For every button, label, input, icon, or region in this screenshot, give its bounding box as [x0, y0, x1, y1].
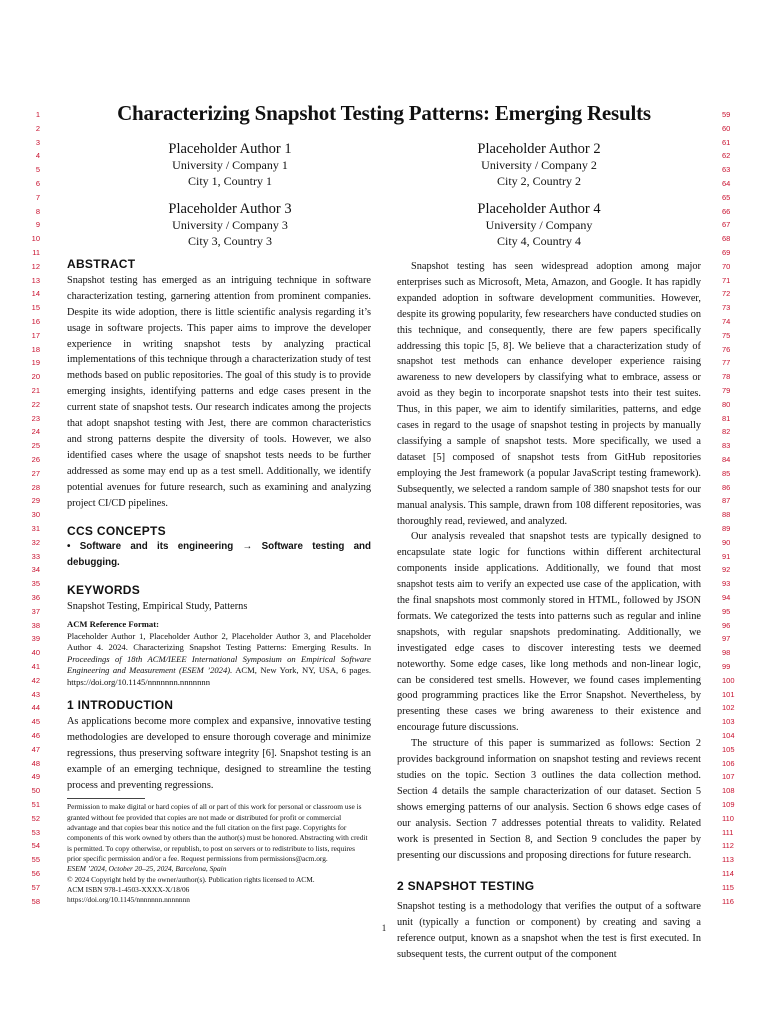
line-number: 10 — [31, 234, 40, 244]
author-location: City 1, Country 1 — [187, 174, 272, 188]
line-number: 103 — [722, 717, 735, 727]
author-location: City 4, Country 4 — [496, 234, 581, 248]
line-number: 17 — [31, 330, 40, 340]
line-number: 27 — [31, 468, 40, 478]
line-number: 48 — [31, 758, 40, 768]
line-number: 92 — [722, 565, 731, 575]
line-number: 4 — [35, 151, 40, 161]
conference-info: ESEM ’2024, October 20–25, 2024, Barcelona, Spain — [67, 864, 227, 874]
line-number: 79 — [722, 386, 731, 395]
intro-paragraph-4: The structure of this paper is summarized as follows: Section 2 provides background information on snapshot testing and reviews recent studies on the topic. Section 3 outlines the data collection method. Section 4 details the sample characterization of our dataset. Section 5 shows emerging patterns of our analysis. Section 6 shows edge cases of our analysis. Section 7 addresses potential threats to validity. Related work is presented in Section 8, and Section 9 concludes the paper by presenting our discussions and proposing directions for future research. — [397, 738, 701, 861]
reference-venue: Proceedings of 18th ACM/IEEE International Symposium on Empirical Software Engineering and Measurement (ESEM ’2024). — [67, 653, 371, 676]
line-number: 20 — [31, 372, 40, 382]
line-number: 99 — [722, 662, 731, 671]
intro-heading: 1 INTRODUCTION — [67, 698, 174, 713]
line-number: 5 — [35, 165, 40, 175]
line-number: 111 — [722, 827, 734, 837]
line-number: 70 — [722, 261, 731, 271]
line-number: 55 — [31, 855, 40, 865]
author-affiliation: University / Company 1 — [172, 158, 288, 172]
line-number: 96 — [722, 620, 731, 630]
line-number: 63 — [722, 165, 731, 175]
author-block-4 — [399, 201, 679, 249]
line-number: 75 — [722, 330, 731, 340]
left-column — [67, 257, 371, 905]
line-number: 36 — [31, 593, 40, 602]
author-affiliation: University / Company 2 — [481, 158, 597, 172]
copyright-notice: © 2024 Copyright held by the owner/author(s). Publication rights licensed to ACM. — [67, 874, 315, 884]
line-number: 45 — [31, 717, 40, 727]
line-number: 58 — [31, 896, 40, 906]
line-number: 29 — [31, 496, 40, 506]
author-block-3 — [90, 201, 370, 249]
right-column — [397, 259, 701, 963]
line-number: 102 — [722, 703, 735, 713]
line-number: 81 — [722, 413, 731, 423]
author-block-1 — [90, 141, 370, 189]
author-name: Placeholder Author 1 — [168, 141, 292, 157]
line-number: 23 — [31, 413, 40, 423]
intro-paragraph-1: As applications become more complex and expansive, innovative testing methodologies are developed to ensure thorough coverage and minimize regressions, thus preserving software integrity [6]. Snapshot testing is an example of an emerging technique, designed to streamline the testing process and preventing regressions. — [67, 715, 371, 791]
line-number: 53 — [31, 827, 40, 837]
line-number: 21 — [31, 386, 40, 395]
line-number: 41 — [31, 662, 40, 671]
ccs-heading: CCS CONCEPTS — [67, 523, 166, 538]
line-number: 105 — [722, 744, 735, 754]
footnote — [67, 802, 371, 905]
line-number: 37 — [31, 606, 40, 616]
line-number: 93 — [722, 579, 731, 589]
line-number: 9 — [35, 220, 40, 230]
line-number: 7 — [35, 192, 40, 202]
author-name: Placeholder Author 4 — [477, 201, 601, 217]
author-affiliation: University / Company 3 — [172, 218, 288, 232]
line-number: 83 — [722, 441, 731, 451]
keywords-heading: KEYWORDS — [67, 583, 141, 598]
line-number: 78 — [722, 372, 731, 382]
line-number: 25 — [31, 441, 40, 451]
line-number: 31 — [31, 524, 40, 533]
isbn: ACM ISBN 978-1-4503-XXXX-X/18/06 — [67, 884, 190, 894]
line-number: 18 — [31, 344, 40, 354]
line-number: 88 — [722, 510, 731, 520]
reference-heading: ACM Reference Format: — [67, 619, 159, 630]
line-number: 1 — [35, 110, 40, 119]
line-number: 33 — [31, 551, 40, 561]
permission-notice: Permission to make digital or hard copies of all or part of this work for personal or classroom use is granted without fee provided that copies are not made or distributed for profit or commercial advantage and that copies bear this notice and the full citation on the first page. Copyrights for components of this work owned by others than the author(s) must be honored. Abstracting with credit is permitted. To copy otherwise, or republish, to post on servers or to redistribute to lists, requires prior specific permission and/or a fee. Request permissions from permissions@acm.org. — [67, 802, 368, 863]
line-number: 50 — [31, 786, 40, 796]
line-number: 115 — [722, 882, 734, 892]
line-number: 57 — [31, 882, 40, 892]
line-number: 108 — [722, 786, 735, 796]
line-number: 110 — [722, 813, 734, 823]
line-number: 8 — [35, 206, 40, 216]
line-number: 24 — [31, 427, 40, 437]
acm-reference — [67, 619, 371, 688]
line-number: 97 — [722, 634, 731, 644]
reference-rest: ACM, New York, NY, USA, 6 pages. https://doi.org/10.1145/nnnnnnn.nnnnnnn — [67, 665, 371, 687]
line-number: 11 — [32, 248, 40, 257]
line-number: 56 — [31, 869, 40, 878]
line-number: 39 — [31, 634, 40, 644]
snapshot-paragraph-1: Snapshot testing is a methodology that verifies the output of a software unit (typically a function or component) by creating and saving a reference output, known as a snapshot when the test is first executed. In subsequent tests, the current output of the component — [397, 901, 701, 961]
line-number: 98 — [722, 648, 731, 658]
author-affiliation: University / Company — [485, 218, 593, 232]
line-number: 12 — [31, 261, 40, 271]
line-number: 113 — [722, 855, 734, 865]
doi-link[interactable]: https://doi.org/10.1145/nnnnnnn.nnnnnnn — [67, 895, 190, 905]
line-number: 101 — [722, 689, 735, 699]
line-number: 26 — [31, 455, 40, 464]
line-number: 22 — [31, 399, 40, 409]
line-number: 68 — [722, 234, 731, 244]
line-number: 15 — [31, 303, 40, 313]
line-number: 66 — [722, 206, 731, 216]
line-number: 114 — [722, 869, 734, 878]
line-number: 51 — [31, 800, 40, 809]
snapshot-heading: 2 SNAPSHOT TESTING — [397, 879, 535, 894]
line-number: 82 — [722, 427, 731, 437]
line-number: 95 — [722, 606, 731, 616]
reference-authors: Placeholder Author 1, Placeholder Author 2, Placeholder Author 3, and Placeholder Author 4. 2024. Characterizing Snapshot Testing Patterns: Emerging Results. In — [67, 630, 371, 653]
line-number: 30 — [31, 510, 40, 520]
line-number: 67 — [722, 220, 731, 230]
line-number: 104 — [722, 731, 735, 740]
line-number: 74 — [722, 317, 731, 326]
line-number: 71 — [722, 275, 731, 285]
line-number: 61 — [722, 137, 731, 147]
line-number: 87 — [722, 496, 731, 506]
line-number: 13 — [31, 275, 40, 285]
abstract-heading: ABSTRACT — [67, 257, 136, 271]
line-number: 42 — [31, 675, 40, 685]
line-number: 40 — [31, 648, 40, 658]
line-number: 86 — [722, 482, 731, 492]
author-name: Placeholder Author 2 — [477, 141, 601, 157]
line-number: 109 — [722, 800, 735, 809]
keywords-text: Snapshot Testing, Empirical Study, Patterns — [67, 601, 248, 613]
line-number: 43 — [31, 689, 40, 699]
line-number: 19 — [31, 358, 40, 368]
line-number: 49 — [31, 772, 40, 782]
line-number: 16 — [31, 317, 40, 326]
line-number: 35 — [31, 579, 40, 589]
line-number: 38 — [31, 620, 40, 630]
line-number: 44 — [31, 703, 40, 713]
footnote-rule — [67, 798, 145, 799]
line-number: 100 — [722, 675, 735, 685]
line-number: 77 — [722, 358, 731, 368]
line-number: 73 — [722, 303, 731, 313]
line-number: 90 — [722, 537, 731, 547]
abstract-text: Snapshot testing has emerged as an intriguing technique in software characterization testing, garnering attention from prominent companies. Despite its wide adoption, there is little scientific analysis regarding it’s usage in software projects. This paper aims to improve the developer experience in writing snapshot tests by analyzing practical implementations of this technique through a characterization study of test methods based on public repositories. The goal of this study is to provide emerging insights, identifying patterns and edge cases present in the current state of snapshot tests. Our research indicates among the projects that adopt snapshot testing with Jest, there are common characteristics and strong patterns despite the diversity of tools. However, we also identified cases where the usage of snapshot tests needs to be further addressed as some may end up as a test smell. Additionally, we identify potential avenues for future research, such as examining and analyzing project CI/CD pipelines. — [67, 274, 371, 509]
line-number: 65 — [722, 192, 731, 202]
line-number: 32 — [31, 537, 40, 547]
intro-paragraph-3: Our analysis revealed that snapshot tests are typically designed to encapsulate state logic for functions within different architectural components inside applications. Additionally, we found that most snapshot tests aim to verify an expected use case of the application, with the final snapshots most commonly stored in HTML, followed by JSON formats. We categorized the tests into patterns such as regular and inline snapshots, with regular snapshots predominating. Additionally, we investigated edge cases to discover interesting tests we deemed noteworthy. Some edge cases, like long methods and non-linear logic, can be considered test smells. However, we found cases implementing good programming practices like the Error Snapshot. Nevertheless, by presenting these cases we bring awareness to their existence and encourage future discussions. — [397, 531, 701, 734]
paper-title: Characterizing Snapshot Testing Patterns: Emerging Results — [117, 101, 651, 125]
author-location: City 3, Country 3 — [187, 234, 272, 248]
line-number: 3 — [35, 137, 40, 147]
intro-paragraph-2: Snapshot testing has seen widespread adoption among major enterprises such as Microsoft, Meta, Amazon, and Google. It has rapidly expanded adoption in software development communities. However, despite its growing popularity, few researchers have conducted studies on this technique, and consequently, there are few papers specifically addressing this topic [5, 8]. We believe that a characterization study of snapshot test methods can enhance developer experience raising awareness to new developers by classifying what to embrace, assess or avoid as they begin to incorporate snapshot tests into their test suites. Thus, in this paper, we aim to identify similarities, patterns, and edge cases in regard to the usage of snapshot testing in projects by manually classifying a sample of snapshot tests. More specifically, we used a dataset [5] composed of snapshot tests from GitHub repositories employing the Jest framework (a popular JavaScript testing framework). Subsequently, we selected a random sample of 380 snapshot tests for our manual analysis. This sample, drawn from 108 different repositories, was thoroughly read, reviewed, and analyzed. — [397, 261, 701, 527]
line-number: 80 — [722, 399, 731, 409]
line-number: 52 — [31, 813, 40, 823]
page-number: 1 — [381, 923, 387, 933]
line-number: 85 — [722, 468, 731, 478]
line-number: 69 — [722, 248, 731, 257]
line-number: 106 — [722, 758, 735, 768]
line-number: 6 — [35, 179, 40, 188]
author-name: Placeholder Author 3 — [168, 201, 292, 217]
line-number: 28 — [31, 482, 40, 492]
line-number: 107 — [722, 772, 735, 782]
line-number: 116 — [722, 896, 734, 906]
line-number: 72 — [722, 289, 731, 299]
line-number: 112 — [722, 841, 734, 851]
line-number: 59 — [722, 110, 731, 119]
line-number: 14 — [31, 289, 40, 299]
line-number: 91 — [722, 551, 731, 561]
line-number: 2 — [35, 123, 40, 133]
author-location: City 2, Country 2 — [496, 174, 581, 188]
line-number: 46 — [31, 731, 40, 740]
line-number: 89 — [722, 524, 731, 533]
line-number: 64 — [722, 179, 731, 188]
line-number: 34 — [31, 565, 40, 575]
line-number: 47 — [31, 744, 40, 754]
line-number: 60 — [722, 123, 731, 133]
line-number: 54 — [31, 841, 40, 851]
author-block-2 — [399, 141, 679, 189]
ccs-text: • Software and its engineering → Software testing and debugging. — [67, 541, 371, 569]
line-number: 94 — [722, 593, 731, 602]
line-number: 62 — [722, 151, 731, 161]
line-number: 76 — [722, 344, 731, 354]
line-number: 84 — [722, 455, 731, 464]
